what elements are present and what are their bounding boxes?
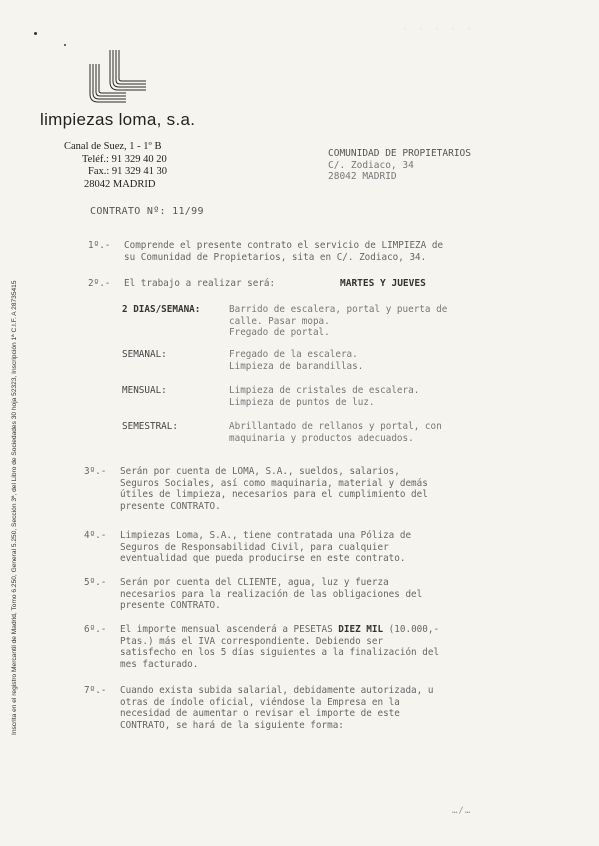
clause-line: CONTRATO, se hará de la siguiente forma:: [120, 719, 344, 731]
task-line: Fregado de la escalera.: [229, 349, 358, 360]
clause-number: 6º.-: [84, 624, 107, 635]
clause-number: 5º.-: [84, 577, 107, 588]
clause-line: otras de índole oficial, viéndose la Empresa en la: [120, 696, 400, 708]
clause-line: Ptas.) más el IVA correspondiente. Debiendo ser: [120, 635, 384, 647]
task-line: maquinaria y productos adecuados.: [229, 432, 414, 444]
paper-speck: [34, 32, 37, 35]
clause-line: [120, 624, 552, 636]
company-logo: [86, 46, 150, 106]
phone-line: Teléf.: 91 329 40 20: [82, 153, 167, 165]
clause-text: El trabajo a realizar será:: [124, 278, 276, 289]
recipient-block: [328, 148, 471, 183]
city-line: 28042 MADRID: [84, 178, 156, 190]
task-description: [229, 421, 543, 444]
clause-number: 1º.-: [88, 240, 111, 251]
page-continuation-mark: …/…: [452, 806, 472, 816]
clause-text: [120, 466, 552, 512]
paper-speck: [64, 44, 66, 46]
task-line: calle. Pasar mopa.: [229, 315, 330, 327]
clause-line: Serán por cuenta del CLIENTE, agua, luz y fuerza: [120, 577, 389, 588]
task-frequency-label: SEMANAL:: [122, 349, 167, 360]
task-description: [229, 385, 543, 408]
fax-line: Fax.: 91 329 41 30: [88, 166, 168, 177]
clause-fragment: (10.000,-: [383, 624, 440, 635]
clause-line: Cuando exista subida salarial, debidamente autorizada, u: [120, 685, 434, 696]
clause-line: presente CONTRATO.: [120, 600, 221, 611]
clause-line: Seguros de Responsabilidad Civil, para cualquier: [120, 541, 389, 553]
task-line: Barrido de escalera, portal y puerta de: [229, 304, 448, 315]
task-description: [229, 304, 543, 339]
task-line: Fregado de portal.: [229, 327, 330, 338]
task-frequency-label: 2 DIAS/SEMANA:: [122, 304, 201, 315]
recipient-city: 28042 MADRID: [328, 171, 397, 182]
work-schedule: MARTES Y JUEVES: [340, 278, 426, 289]
clause-line: eventualidad que pueda producirse en este contrato.: [120, 553, 406, 564]
clause-line: Limpiezas Loma, S.A., tiene contratada una Póliza de: [120, 530, 412, 541]
company-address: [64, 141, 167, 191]
address-line: Canal de Suez, 1 - 1º B: [64, 141, 162, 152]
clause-text: [120, 577, 552, 612]
bleed-through-text: · · · · ·: [400, 24, 473, 35]
recipient-street: C/. Zodiaco, 34: [328, 159, 414, 171]
clause-line: Comprende el presente contrato el servicio de LIMPIEZA de: [124, 240, 444, 251]
task-description: [229, 349, 543, 372]
clause-number: 7º.-: [84, 685, 107, 696]
task-frequency-label: MENSUAL:: [122, 385, 167, 396]
clause-line: útiles de limpieza, necesarios para el cumplimiento del: [120, 489, 428, 500]
clause-line: presente CONTRATO.: [120, 500, 221, 512]
clause-line: Seguros Sociales, así como maquinaria, material y demás: [120, 477, 428, 489]
task-line: Limpieza de barandillas.: [229, 360, 364, 372]
clause-line: Serán por cuenta de LOMA, S.A., sueldos, salarios,: [120, 466, 400, 477]
task-line: Limpieza de cristales de escalera.: [229, 385, 420, 396]
clause-fragment: El importe mensual ascenderá a PESETAS: [120, 624, 339, 635]
company-name: limpiezas loma, s.a.: [40, 110, 196, 129]
contract-number: CONTRATO Nº: 11/99: [90, 206, 204, 217]
task-frequency-label: SEMESTRAL:: [122, 421, 178, 432]
clause-text: [124, 240, 556, 263]
registry-note: Inscrita en el registro Mercantil de Madrid, Tomo 6.250, General 5.250, Sección 3ª, del Libro de Sociedades 30 hoja 52323, Inscripción 1ª C.I.F. A 28735415: [11, 280, 18, 735]
clause-line: satisfecho en los 5 días siguientes a la finalización del: [120, 647, 440, 658]
clause-number: 4º.-: [84, 530, 107, 541]
clause-number: 2º.-: [88, 278, 111, 289]
clause-text: [120, 624, 552, 670]
clause-line: necesarios para la realización de las obligaciones del: [120, 588, 423, 600]
clause-line: su Comunidad de Propietarios, sita en C/. Zodiaco, 34.: [124, 251, 427, 263]
task-line: Limpieza de puntos de luz.: [229, 396, 375, 408]
clause-text: [120, 685, 552, 731]
amount-in-words: DIEZ MIL: [338, 624, 384, 635]
recipient-name: COMUNIDAD DE PROPIETARIOS: [328, 148, 471, 159]
clause-text: [120, 530, 552, 565]
clause-line: necesidad de aumentar o revisar el importe de este: [120, 708, 400, 719]
task-line: Abrillantado de rellanos y portal, con: [229, 421, 442, 432]
clause-number: 3º.-: [84, 466, 107, 477]
clause-line: mes facturado.: [120, 658, 199, 670]
